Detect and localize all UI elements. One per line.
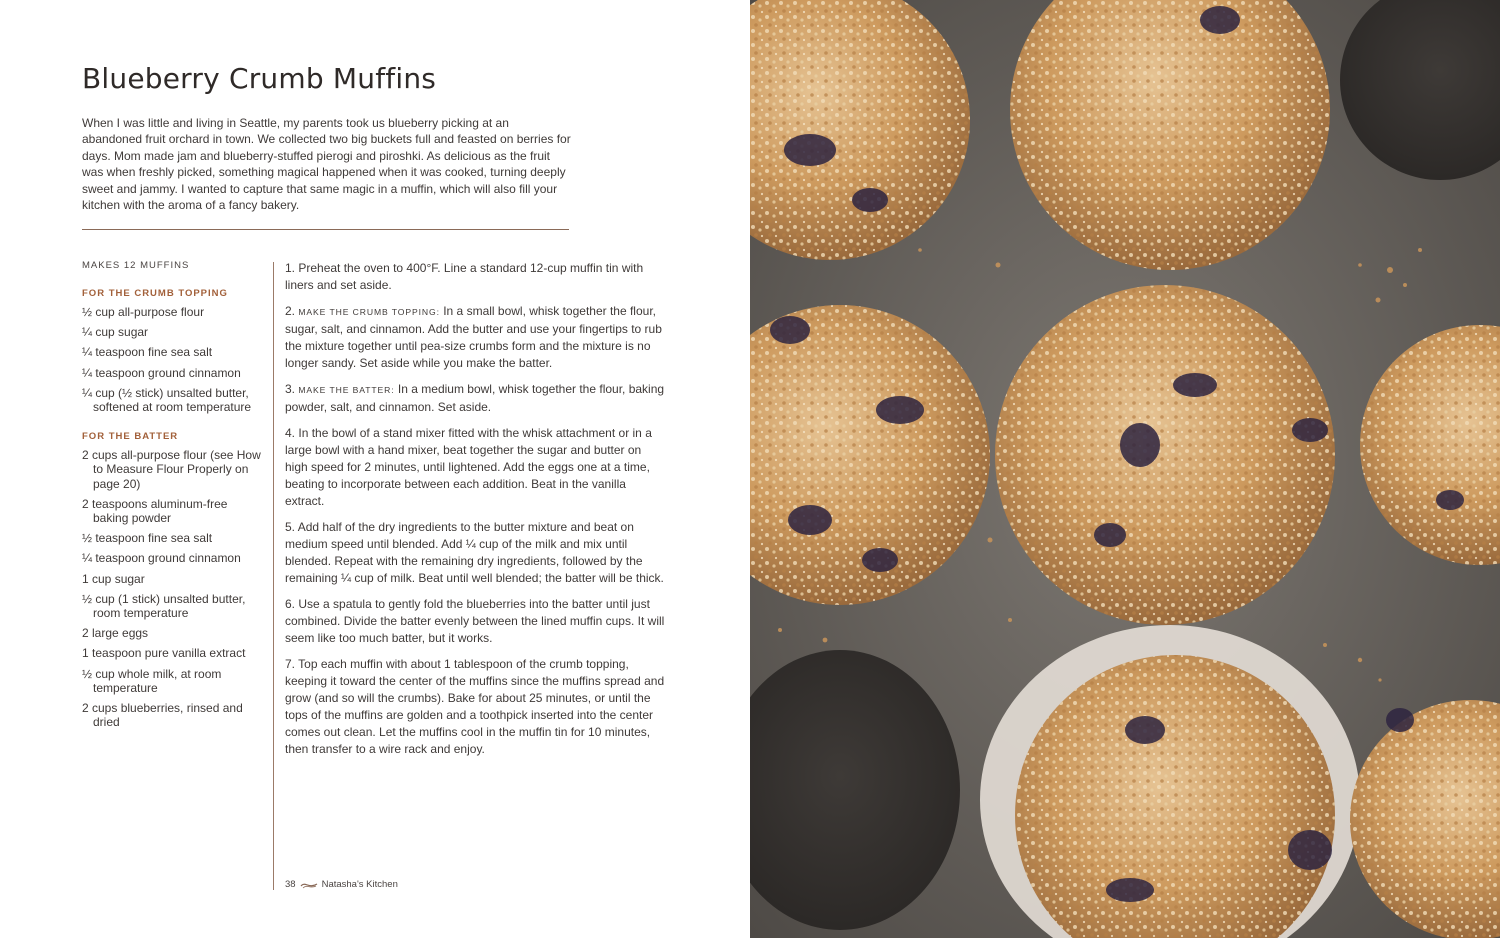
- recipe-intro: When I was little and living in Seattle, my parents took us blueberry picking at an abandoned fruit orchard in town. We collected two big buckets full and feasted on berries for days. Mom made jam and blueberry-stuffed pierogi and piroshki. As delicious as the fruit was when freshly picked, something magical happened when it was cooked, turning deeply sweet and jammy. I wanted to capture that same magic in a muffin, which will also fill your kitchen with the aroma of a fancy bakery.: [82, 116, 571, 213]
- whisk-logo-icon: [300, 880, 318, 890]
- ingredient-item: ½ teaspoon fine sea salt: [82, 531, 213, 546]
- step-text: In a medium bowl, whisk together the flour, baking powder, salt, and cinnamon. Set aside.: [285, 382, 665, 414]
- method-step: [285, 303, 665, 372]
- method-step: [285, 260, 665, 294]
- recipe-title: Blueberry Crumb Muffins: [82, 62, 437, 95]
- ingredient-item: 2 cups blueberries, rinsed and dried: [82, 701, 243, 730]
- page-number: 38: [285, 879, 296, 890]
- step-text: Add half of the dry ingredients to the butter mixture and beat on medium speed until blended. Add ¼ cup of the milk and mix until blended. Repeat with the remaining dry ingredients, followed by the remaining ¼ cup of milk. Beat until well blended; the batter will be thick.: [285, 520, 664, 585]
- step-number: 6.: [285, 597, 296, 611]
- crumb-topping-heading: FOR THE CRUMB TOPPING: [82, 288, 228, 299]
- method-steps: [285, 260, 665, 767]
- step-number: 2.: [285, 304, 296, 318]
- ingredients-column: [82, 260, 264, 746]
- ingredient-item: ¼ cup sugar: [82, 325, 149, 340]
- ingredient-item: ½ cup all-purpose flour: [82, 305, 205, 319]
- muffin-photo-illustration: [750, 0, 1500, 938]
- crumb-topping-list: [82, 305, 264, 414]
- method-step: [285, 425, 665, 510]
- step-number: 3.: [285, 382, 296, 396]
- batter-heading: FOR THE BATTER: [82, 431, 179, 443]
- ingredient-item: ½ cup (1 stick) unsalted butter, room temperature: [82, 591, 246, 621]
- step-number: 5.: [285, 520, 296, 534]
- step-lead: MAKE THE BATTER:: [298, 385, 395, 395]
- step-text: Use a spatula to gently fold the blueberries into the batter until just combined. Divide the batter evenly between the lined muffin cups. It will seem like too much batter, but it works.: [285, 597, 665, 645]
- method-step: [285, 656, 665, 758]
- ingredient-item: ¼ teaspoon fine sea salt: [82, 345, 213, 360]
- step-number: 7.: [285, 657, 296, 671]
- ingredient-item: 1 teaspoon pure vanilla extract: [82, 646, 246, 661]
- step-text: Preheat the oven to 400°F. Line a standard 12-cup muffin tin with liners and set aside.: [285, 261, 644, 292]
- step-number: 4.: [285, 426, 296, 440]
- method-step: [285, 519, 665, 587]
- method-step: [285, 381, 665, 416]
- ingredient-item: 2 teaspoons aluminum-free baking powder: [82, 496, 228, 526]
- ingredient-item: ¼ cup (½ stick) unsalted butter, softened at room temperature: [82, 385, 252, 415]
- muffin: [995, 285, 1335, 625]
- ingredient-item: 2 cups all-purpose flour (see How to Measure Flour Properly on page 20): [82, 448, 261, 491]
- muffin-photo: [750, 0, 1500, 938]
- step-lead: MAKE THE CRUMB TOPPING:: [298, 307, 440, 317]
- ingredient-item: ¼ teaspoon ground cinnamon: [82, 551, 241, 566]
- step-text: In the bowl of a stand mixer fitted with the whisk attachment or in a large bowl with a hand mixer, beat together the sugar and butter on high speed for 2 minutes, until lightened. Add the eggs one at a time, beating to incorporate between each addition. Beat in the vanilla extract.: [285, 426, 652, 508]
- step-number: 1.: [285, 261, 296, 275]
- book-title: Natasha's Kitchen: [321, 879, 398, 890]
- method-step: [285, 596, 665, 647]
- recipe-yield: MAKES 12 MUFFINS: [82, 260, 190, 271]
- batter-list: [82, 448, 264, 729]
- page-footer: [285, 879, 398, 890]
- ingredient-item: 1 cup sugar: [82, 571, 145, 586]
- step-text: Top each muffin with about 1 tablespoon of the crumb topping, keeping it toward the center of the muffins since the muffins spread and grow (and so will the crumbs). Bake for about 25 minutes, or until the tops of the muffins are golden and a toothpick inserted into the center comes out clean. Let the muffins cool in the muffin tin for 10 minutes, then transfer to a wire rack and enjoy.: [285, 657, 665, 756]
- ingredient-item: ½ cup whole milk, at room temperature: [82, 666, 222, 695]
- step-text: In a small bowl, whisk together the flour, sugar, salt, and cinnamon. Add the butter and use your fingertips to rub the mixture together until pea-size crumbs form and the mixture is no longer sandy. Set aside while you make the batter.: [285, 304, 662, 370]
- intro-divider: [82, 229, 569, 230]
- ingredient-item: 2 large eggs: [82, 626, 149, 641]
- column-divider: [273, 262, 274, 890]
- ingredient-item: ¼ teaspoon ground cinnamon: [82, 365, 241, 380]
